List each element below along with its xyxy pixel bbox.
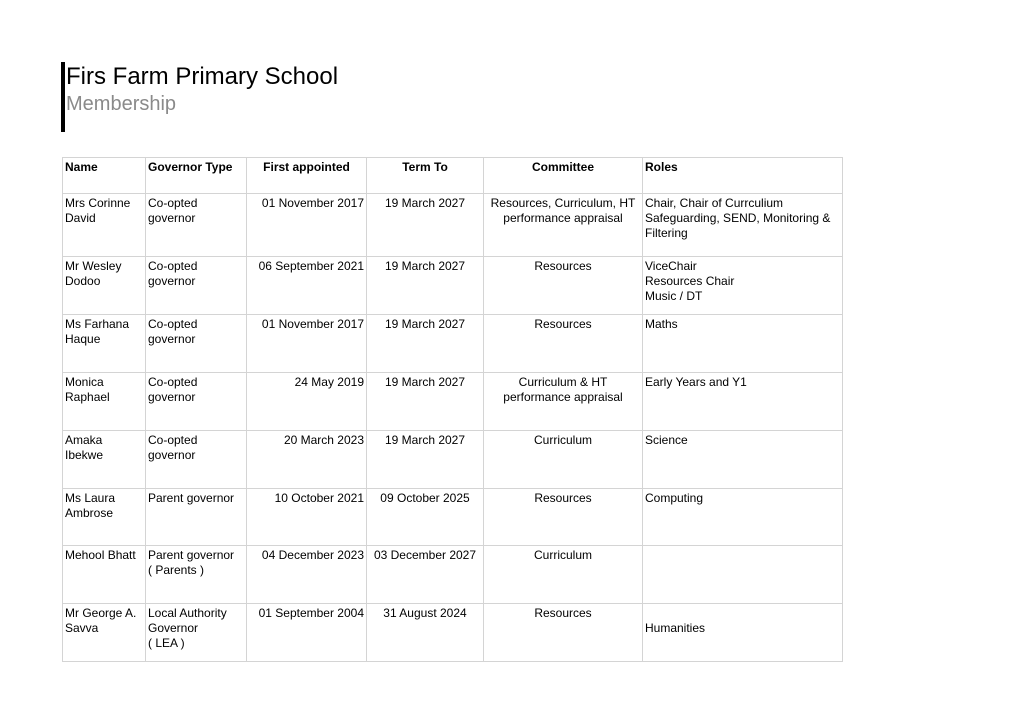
column-header-name: Name (63, 158, 146, 194)
table-row (63, 431, 843, 489)
cell-roles (643, 546, 843, 604)
cell-governor-type: Local Authority Governor ( LEA ) (146, 604, 247, 662)
cell-term-to: 19 March 2027 (367, 257, 484, 315)
cell-term-to: 19 March 2027 (367, 373, 484, 431)
cell-term-to: 09 October 2025 (367, 489, 484, 546)
cell-name: Ms Laura Ambrose (63, 489, 146, 546)
cell-term-to: 19 March 2027 (367, 315, 484, 373)
cell-governor-type: Co-opted governor (146, 194, 247, 257)
cell-term-to: 03 December 2027 (367, 546, 484, 604)
column-header-term-to: Term To (367, 158, 484, 194)
cell-roles: Early Years and Y1 (643, 373, 843, 431)
table-row (63, 373, 843, 431)
table-row (63, 194, 843, 257)
cell-first-appointed: 24 May 2019 (247, 373, 367, 431)
cell-roles: Computing (643, 489, 843, 546)
column-header-governor-type: Governor Type (146, 158, 247, 194)
cell-committee: Resources (484, 257, 643, 315)
cell-roles: Maths (643, 315, 843, 373)
table-row (63, 604, 843, 662)
column-header-first-appointed: First appointed (247, 158, 367, 194)
cell-governor-type: Parent governor (146, 489, 247, 546)
cell-committee: Resources (484, 489, 643, 546)
cell-name: Mr Wesley Dodoo (63, 257, 146, 315)
cell-name: Ms Farhana Haque (63, 315, 146, 373)
cell-governor-type: Parent governor ( Parents ) (146, 546, 247, 604)
cell-first-appointed: 20 March 2023 (247, 431, 367, 489)
page-title: Firs Farm Primary School (66, 63, 339, 90)
cell-name: Mehool Bhatt (63, 546, 146, 604)
cell-first-appointed: 06 September 2021 (247, 257, 367, 315)
cell-committee: Curriculum (484, 546, 643, 604)
cell-first-appointed: 01 September 2004 (247, 604, 367, 662)
column-header-roles: Roles (643, 158, 843, 194)
cell-roles: ViceChair Resources Chair Music / DT (643, 257, 843, 315)
cell-committee: Resources, Curriculum, HT performance appraisal (484, 194, 643, 257)
column-header-committee: Committee (484, 158, 643, 194)
table-header-row (63, 158, 843, 194)
table-row (63, 257, 843, 315)
cell-roles: Humanities (643, 604, 843, 662)
cell-committee: Curriculum & HT performance appraisal (484, 373, 643, 431)
membership-table (62, 157, 843, 662)
cell-roles: Science (643, 431, 843, 489)
cell-first-appointed: 01 November 2017 (247, 194, 367, 257)
cell-name: Amaka Ibekwe (63, 431, 146, 489)
cell-governor-type: Co-opted governor (146, 373, 247, 431)
table-row (63, 315, 843, 373)
cell-term-to: 31 August 2024 (367, 604, 484, 662)
cell-term-to: 19 March 2027 (367, 194, 484, 257)
page-subtitle: Membership (66, 93, 177, 115)
cell-governor-type: Co-opted governor (146, 257, 247, 315)
cell-name: Mrs Corinne David (63, 194, 146, 257)
cell-term-to: 19 March 2027 (367, 431, 484, 489)
cell-governor-type: Co-opted governor (146, 315, 247, 373)
table-row (63, 489, 843, 546)
cell-name: Monica Raphael (63, 373, 146, 431)
cell-committee: Resources (484, 604, 643, 662)
cell-first-appointed: 04 December 2023 (247, 546, 367, 604)
cell-governor-type: Co-opted governor (146, 431, 247, 489)
cell-roles: Chair, Chair of Currculium Safeguarding, SEND, Monitoring & Filtering (643, 194, 843, 257)
cell-committee: Resources (484, 315, 643, 373)
cell-name: Mr George A. Savva (63, 604, 146, 662)
document-header (61, 62, 338, 132)
cell-first-appointed: 10 October 2021 (247, 489, 367, 546)
cell-committee: Curriculum (484, 431, 643, 489)
table-row (63, 546, 843, 604)
cell-first-appointed: 01 November 2017 (247, 315, 367, 373)
